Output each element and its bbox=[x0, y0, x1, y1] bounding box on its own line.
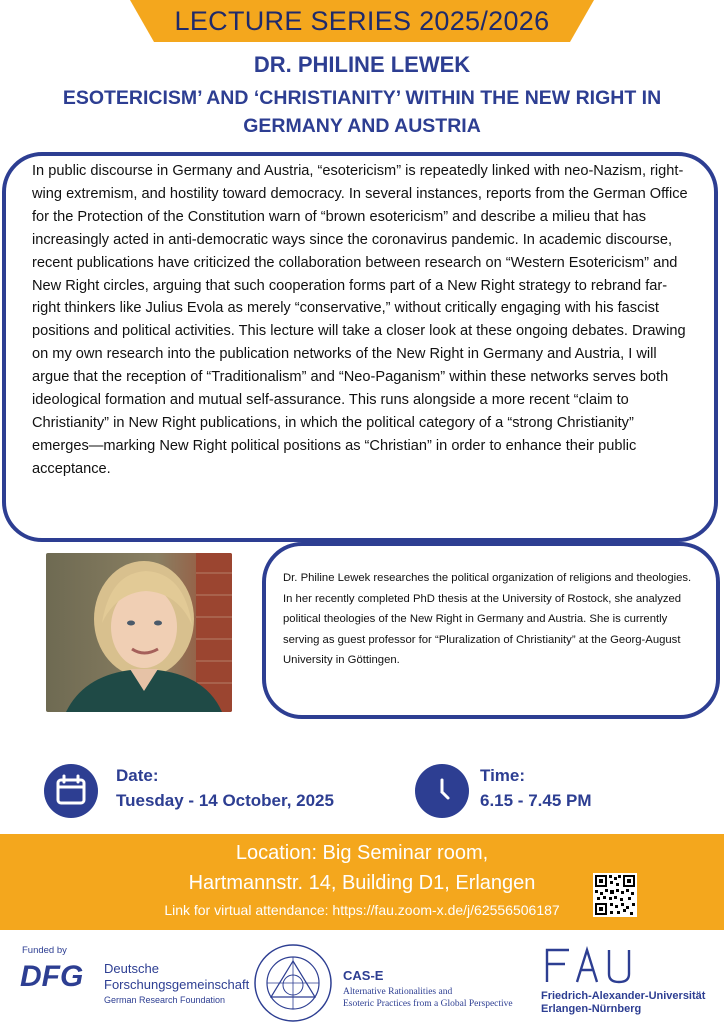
time-value: 6.15 - 7.45 PM bbox=[480, 791, 592, 810]
qr-code bbox=[593, 873, 637, 917]
location-line2: Hartmannstr. 14, Building D1, Erlangen bbox=[188, 872, 536, 894]
case-seal-logo bbox=[253, 943, 333, 1023]
fau-name-line2: Erlangen-Nürnberg bbox=[541, 1003, 642, 1015]
abstract-text: In public discourse in Germany and Austria, “esotericism” is repeatedly linked with neo-Nazism, right-wing extremism, and hostility toward democracy. In several instances, reports from the German Office for the Protection of the Constitution warn of “brown esotericism” and describe a milieu that has increasingly acted in anti-democratic ways since the coronavirus pandemic. In academic discourse, recent publications have criticized the collaboration between research on “Western Esotericism” and New Right circles, arguing that such cooperation forms part of a New Right strategy to rebrand far-right thinkers like Julius Evola as merely “conservative,” without critically engaging with his fascist positions and political activities. This lecture will take a closer look at these ongoing debates. Drawing on my own research into the publication networks of the New Right in Germany and Austria, I will argue that the reception of “Traditionalism” and “Neo-Paganism” within these networks serves both ideological formation and mutual self-assurance. This runs alongside a more recent “claim to Christianity” in New Right publications, in which the political category of a “strong Christianity” emerges—marking New Right political positions as “Christian” in order to enhance their public acceptance. bbox=[32, 163, 688, 477]
speaker-name: DR. PHILINE LEWEK bbox=[253, 52, 471, 77]
calendar-icon bbox=[44, 764, 98, 818]
dfg-logo bbox=[20, 958, 100, 992]
dfg-name-english: German Research Foundation bbox=[104, 995, 226, 1005]
speaker-photo bbox=[46, 553, 232, 712]
series-banner bbox=[154, 0, 570, 42]
time-label: Time: bbox=[480, 766, 526, 785]
date-label: Date: bbox=[116, 766, 159, 785]
virtual-attendance-link[interactable]: Link for virtual attendance: https://fau.zoom-x.de/j/62556506187 bbox=[164, 902, 560, 918]
dfg-name-line1: Deutsche bbox=[104, 961, 159, 976]
lecture-title: ESOTERICISM’ AND ‘CHRISTIANITY’ WITHIN THE NEW RIGHT IN GERMANY AND AUSTRIA bbox=[62, 87, 662, 137]
funded-by-label: Funded by bbox=[22, 945, 67, 956]
fau-logo bbox=[543, 946, 639, 984]
case-description-line1: Alternative Rationalities and bbox=[343, 987, 453, 997]
case-acronym: CAS-E bbox=[343, 968, 384, 983]
series-title: LECTURE SERIES 2025/2026 bbox=[174, 5, 550, 36]
series-banner-tail-left bbox=[130, 0, 154, 42]
fau-name-line1: Friedrich-Alexander-Universität bbox=[541, 990, 706, 1002]
date-value: Tuesday - 14 October, 2025 bbox=[116, 791, 334, 810]
svg-text:DFG: DFG bbox=[20, 960, 84, 992]
bio-text: Dr. Philine Lewek researches the political organization of religions and theologies. In her recently completed PhD thesis at the University of Rostock, she analyzed political theologies of the New Right in Germany and Austria. She is currently serving as guest professor for “Pluralization of Christianity” at the Georg-August University in Göttingen. bbox=[283, 572, 692, 666]
case-description-line2: Esoteric Practices from a Global Perspective bbox=[343, 999, 513, 1009]
clock-icon bbox=[415, 764, 469, 818]
series-banner-tail-right bbox=[570, 0, 594, 42]
dfg-name-line2: Forschungsgemeinschaft bbox=[104, 977, 250, 992]
location-line1: Location: Big Seminar room, bbox=[235, 842, 489, 864]
